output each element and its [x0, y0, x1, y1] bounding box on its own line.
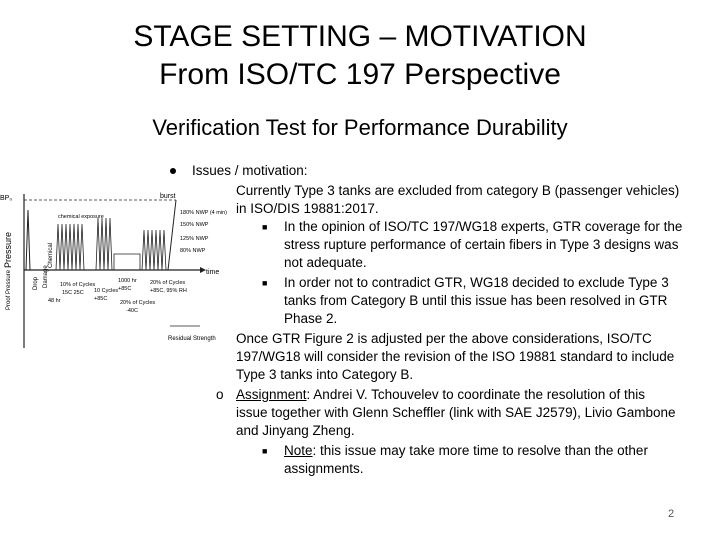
slide-title-line2: From ISO/TC 197 Perspective	[159, 58, 561, 91]
assignment-bullet-icon: o	[216, 387, 224, 402]
cycle-block-1	[56, 224, 84, 270]
note-line2: assignments.	[284, 461, 364, 476]
slide-subtitle: Verification Test for Performance Durability	[152, 115, 568, 140]
proof-pressure-label: Proof Pressure	[6, 269, 12, 310]
cycles-3b-label: +85C	[118, 286, 132, 292]
assignment-text: : Andrei V. Tchouvelev to coordinate the resolution of this	[306, 387, 646, 402]
point2-line1: Once GTR Figure 2 is adjusted per the above considerations, ISO/TC	[236, 331, 652, 346]
subpoint2-line1: In order not to contradict GTR, WG18 decided to exclude Type 3	[284, 275, 669, 290]
residual-label: Residual Strength	[168, 336, 216, 342]
subpoint2-line3: Phase 2.	[284, 311, 338, 326]
point1-line2: in ISO/DIS 19881:2017.	[236, 201, 379, 216]
pct-180-label: 180% NWP (4 min)	[180, 210, 227, 216]
cycles-4b-label: +85C, 95% RH	[150, 288, 187, 294]
main-bullet-icon	[170, 168, 176, 174]
cycles-2b-label: +85C	[94, 296, 108, 302]
time-label: time	[206, 269, 220, 276]
chemical-exposure-label: chemical exposure	[58, 214, 104, 220]
pct-80-label: 80% NWP	[180, 248, 206, 254]
chemical-label: Chemical	[48, 242, 54, 268]
point2-line2: 197/WG18 will consider the revision of the ISO 19881 standard to include	[236, 349, 675, 364]
drop-label: Drop	[33, 276, 39, 290]
note-text: : this issue may take more time to resolve than the other	[312, 443, 648, 458]
page-number: 2	[668, 508, 675, 520]
cycles-5-label: 20% of Cycles	[120, 300, 156, 306]
subbullet-2-icon: ■	[262, 278, 268, 288]
cycles-4-label: 20% of Cycles	[150, 280, 186, 286]
slide-title-line1: STAGE SETTING – MOTIVATION	[133, 20, 587, 53]
subpoint1-line3: not adequate.	[284, 255, 367, 270]
proof-spike	[26, 210, 30, 270]
pct-150-label: 150% NWP	[180, 222, 209, 228]
pct-125-label: 125% NWP	[180, 236, 209, 242]
subpoint1-line1: In the opinion of ISO/TC 197/WG18 experts, GTR coverage for the	[284, 219, 683, 234]
bp-label: BP₀	[0, 195, 13, 202]
subpoint1-line2: stress rupture performance of certain fibers in Type 3 designs was	[284, 237, 679, 252]
cycle-block-2	[96, 218, 112, 270]
assignment-line2: issue together with Glenn Scheffler (link with SAE J2579), Livio Gambone	[236, 405, 676, 420]
hold-block	[114, 254, 140, 270]
damage-label: Damage	[43, 265, 49, 288]
cycles-1b-label: 15C 25C	[62, 290, 84, 296]
cycles-1-label: 10% of Cycles	[60, 282, 96, 288]
point1-line1: Currently Type 3 tanks are excluded from category B (passenger vehicles)	[236, 183, 680, 198]
note-bullet-icon: ■	[262, 446, 268, 456]
cycle-block-3	[142, 230, 166, 270]
cycles-2-label: 10 Cycles	[94, 288, 119, 294]
assignment-line3: and Jinyang Zheng.	[236, 423, 355, 438]
point2-line3: Type 3 tanks into Category B.	[236, 367, 414, 382]
cycles-1c-label: 48 hr	[48, 298, 61, 304]
pressure-label: Pressure	[3, 231, 13, 268]
subpoint2-line2: tanks from Category B until this issue has been resolved in GTR	[284, 293, 668, 308]
subbullet-1-icon: ■	[262, 222, 268, 232]
main-bullet-text: Issues / motivation:	[192, 163, 308, 178]
assignment-label: Assignment	[236, 387, 307, 402]
note-line1	[284, 441, 648, 461]
assignment-line1	[236, 385, 645, 405]
cycles-3-label: 1000 hr	[118, 278, 137, 284]
cycles-5b-label: -40C	[126, 308, 138, 314]
pressure-sequence-figure	[0, 190, 232, 352]
burst-label: burst	[160, 193, 176, 200]
burst-rise	[168, 200, 176, 270]
note-label: Note	[284, 443, 313, 458]
